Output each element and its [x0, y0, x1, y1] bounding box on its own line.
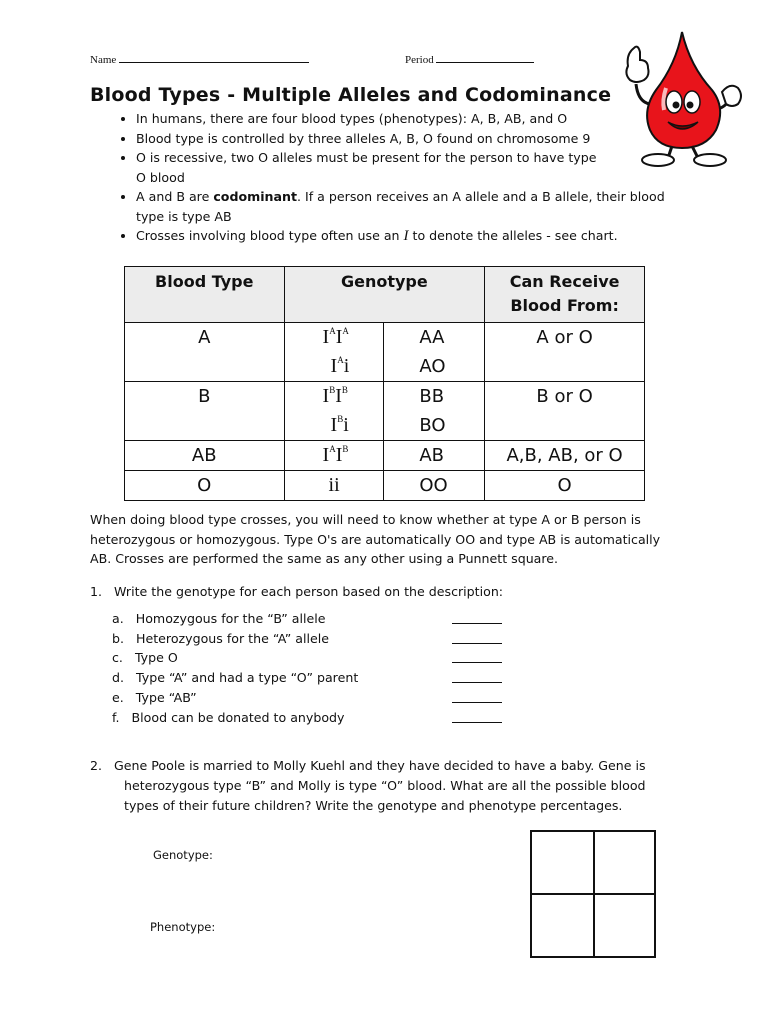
allele-letters-cell: AA AO — [384, 323, 485, 382]
table-row — [125, 323, 645, 382]
allele-letters-cell: OO — [384, 471, 485, 501]
allele-letters-cell: BB BO — [384, 382, 485, 441]
bullet-item: • A and B are codominant. If a person receives an A allele and a B allele, their blood type is type AB — [136, 187, 696, 226]
receive-cell: B or O — [485, 382, 645, 441]
bullet-item: • O is recessive, two O alleles must be present for the person to have type O blood — [136, 148, 606, 187]
intro-paragraph: When doing blood type crosses, you will need to know whether at type A or B person is heterozygous or homozygous. Type O's are automatically OO and type AB is automatically AB. Crosses are performed the same as any other using a Punnett square. — [90, 512, 661, 566]
answer-blank[interactable] — [452, 668, 502, 683]
table-row — [125, 471, 645, 501]
page-title: Blood Types - Multiple Alleles and Codominance — [90, 84, 612, 106]
bullet-item: • In humans, there are four blood types (phenotypes): A, B, AB, and O — [136, 109, 696, 129]
question-2: 2. Gene Poole is married to Molly Kuehl and they have decided to have a baby. Gene is heterozygous type “B” and Molly is type “O” blood. What are all the possible blood types of their future children? Write the genotype and phenotype percentages. — [90, 758, 646, 813]
blood-type-cell: B — [125, 382, 285, 441]
genotype-label: Genotype: — [153, 848, 213, 862]
name-field[interactable]: Name — [90, 50, 309, 66]
blood-type-cell: O — [125, 471, 285, 501]
answer-blank[interactable] — [452, 708, 502, 723]
header-genotype: Genotype — [284, 267, 485, 323]
list-item: e. Type “AB” — [112, 688, 522, 708]
receive-cell: O — [485, 471, 645, 501]
table-row — [125, 441, 645, 471]
genotype-cell: ii — [284, 471, 384, 501]
answer-blank[interactable] — [452, 688, 502, 703]
genotype-cell: $I^AI^A$ $I^Ai$ — [284, 323, 384, 382]
table-row — [125, 382, 645, 441]
header-blood-type: Blood Type — [125, 267, 285, 323]
blood-type-cell: A — [125, 323, 285, 382]
bullet-item: • Crosses involving blood type often use an I to denote the alleles - see chart. — [136, 226, 696, 247]
list-item: b. Heterozygous for the “A” allele — [112, 629, 522, 649]
answer-blank[interactable] — [452, 648, 502, 663]
blood-type-cell: AB — [125, 441, 285, 471]
table-header-row — [125, 267, 645, 323]
receive-cell: A,B, AB, or O — [485, 441, 645, 471]
answer-blank[interactable] — [452, 609, 502, 624]
header-can-receive: Can Receive Blood From: — [485, 267, 645, 323]
list-item: d. Type “A” and had a type “O” parent — [112, 668, 522, 688]
question-1-prompt: 1. Write the genotype for each person based on the description: — [90, 584, 504, 599]
phenotype-label: Phenotype: — [150, 920, 216, 934]
question-1-items — [112, 609, 522, 727]
list-item: f. Blood can be donated to anybody — [112, 708, 522, 728]
receive-cell: A or O — [485, 323, 645, 382]
intro-bullets — [110, 109, 696, 247]
allele-letters-cell: AB — [384, 441, 485, 471]
bullet-item: • Blood type is controlled by three alleles A, B, O found on chromosome 9 — [136, 129, 696, 149]
period-field[interactable]: Period — [405, 50, 534, 66]
list-item: a. Homozygous for the “B” allele — [112, 609, 522, 629]
genotype-cell: $I^BI^B$ $I^Bi$ — [284, 382, 384, 441]
list-item: c. Type O — [112, 648, 522, 668]
blood-type-table — [124, 266, 645, 501]
genotype-cell: $I^AI^B$ — [284, 441, 384, 471]
punnett-square[interactable] — [530, 830, 656, 958]
answer-blank[interactable] — [452, 629, 502, 644]
